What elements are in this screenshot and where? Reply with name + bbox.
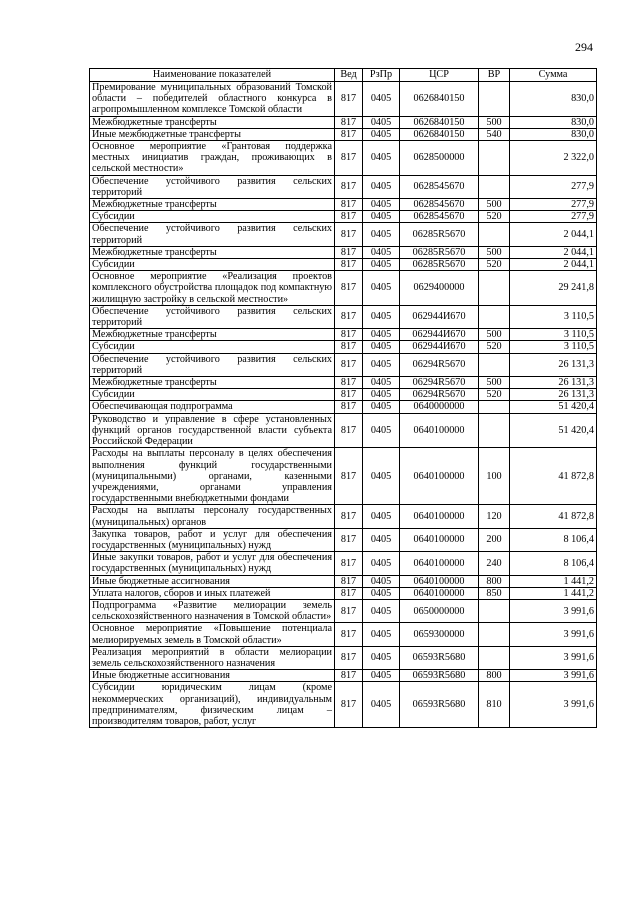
cell-ved: 817 — [335, 211, 363, 223]
cell-vr — [479, 305, 510, 328]
cell-ved: 817 — [335, 389, 363, 401]
header-ved: Вед — [335, 69, 363, 82]
cell-vr: 240 — [479, 552, 510, 575]
cell-csr: 0640100000 — [400, 587, 479, 599]
cell-csr: 062944И670 — [400, 341, 479, 353]
cell-vr — [479, 623, 510, 646]
header-csr: ЦСР — [400, 69, 479, 82]
cell-rzpr: 0405 — [363, 246, 400, 258]
table-row — [90, 587, 597, 599]
cell-ved: 817 — [335, 623, 363, 646]
cell-sum: 2 044,1 — [510, 223, 597, 246]
cell-sum: 3 991,6 — [510, 646, 597, 669]
cell-rzpr: 0405 — [363, 413, 400, 448]
cell-sum: 277,9 — [510, 175, 597, 198]
cell-csr: 0626840150 — [400, 128, 479, 140]
cell-name: Расходы на выплаты персоналу в целях обеспечения выполнения функций государственными (муниципальными) органами, казенными учреждениями, органами управления государственными внебюджетными фондами — [90, 448, 335, 505]
cell-rzpr: 0405 — [363, 175, 400, 198]
cell-ved: 817 — [335, 199, 363, 211]
cell-csr: 0628500000 — [400, 141, 479, 176]
cell-ved: 817 — [335, 682, 363, 728]
table-row — [90, 223, 597, 246]
cell-ved: 817 — [335, 271, 363, 306]
cell-rzpr: 0405 — [363, 682, 400, 728]
header-name: Наименование показателей — [90, 69, 335, 82]
cell-vr: 520 — [479, 341, 510, 353]
cell-ved: 817 — [335, 528, 363, 551]
cell-name: Основное мероприятие «Повышение потенциала мелиорируемых земель в Томской области» — [90, 623, 335, 646]
cell-name: Обеспечение устойчивого развития сельских территорий — [90, 305, 335, 328]
table-row — [90, 175, 597, 198]
table-row — [90, 141, 597, 176]
cell-rzpr: 0405 — [363, 646, 400, 669]
table-row — [90, 116, 597, 128]
table-row — [90, 670, 597, 682]
cell-vr — [479, 141, 510, 176]
cell-csr: 0640100000 — [400, 528, 479, 551]
cell-rzpr: 0405 — [363, 353, 400, 376]
cell-csr: 06593R5680 — [400, 646, 479, 669]
cell-vr: 500 — [479, 199, 510, 211]
cell-csr: 0628545670 — [400, 175, 479, 198]
cell-rzpr: 0405 — [363, 259, 400, 271]
table-row — [90, 82, 597, 117]
cell-rzpr: 0405 — [363, 528, 400, 551]
cell-name: Реализация мероприятий в области мелиорации земель сельскохозяйственного назначения — [90, 646, 335, 669]
cell-csr: 06294R5670 — [400, 389, 479, 401]
cell-ved: 817 — [335, 223, 363, 246]
cell-vr — [479, 82, 510, 117]
cell-ved: 817 — [335, 141, 363, 176]
cell-sum: 51 420,4 — [510, 401, 597, 413]
cell-rzpr: 0405 — [363, 389, 400, 401]
cell-name: Расходы на выплаты персоналу государственных (муниципальных) органов — [90, 505, 335, 528]
cell-csr: 0626840150 — [400, 82, 479, 117]
budget-table — [89, 68, 597, 728]
cell-ved: 817 — [335, 587, 363, 599]
cell-sum: 3 110,5 — [510, 305, 597, 328]
cell-rzpr: 0405 — [363, 599, 400, 622]
cell-sum: 1 441,2 — [510, 575, 597, 587]
cell-name: Обеспечение устойчивого развития сельских территорий — [90, 223, 335, 246]
cell-vr — [479, 401, 510, 413]
cell-vr — [479, 175, 510, 198]
table-row — [90, 128, 597, 140]
cell-sum: 2 044,1 — [510, 259, 597, 271]
cell-rzpr: 0405 — [363, 128, 400, 140]
cell-sum: 3 991,6 — [510, 670, 597, 682]
cell-sum: 41 872,8 — [510, 505, 597, 528]
cell-vr: 800 — [479, 575, 510, 587]
table-row — [90, 646, 597, 669]
cell-name: Подпрограмма «Развитие мелиорации земель сельскохозяйственного назначения в Томской области» — [90, 599, 335, 622]
cell-name: Субсидии юридическим лицам (кроме некоммерческих организаций), индивидуальным предпринимателям, физическим лицам – производителям товаров, работ, услуг — [90, 682, 335, 728]
cell-ved: 817 — [335, 377, 363, 389]
cell-vr: 540 — [479, 128, 510, 140]
table-row — [90, 401, 597, 413]
table-row — [90, 259, 597, 271]
cell-csr: 06285R5670 — [400, 259, 479, 271]
cell-name: Субсидии — [90, 389, 335, 401]
table-row — [90, 199, 597, 211]
table-row — [90, 341, 597, 353]
cell-name: Межбюджетные трансферты — [90, 246, 335, 258]
cell-name: Иные бюджетные ассигнования — [90, 575, 335, 587]
cell-rzpr: 0405 — [363, 587, 400, 599]
cell-rzpr: 0405 — [363, 505, 400, 528]
cell-vr: 520 — [479, 389, 510, 401]
cell-ved: 817 — [335, 116, 363, 128]
cell-rzpr: 0405 — [363, 271, 400, 306]
cell-rzpr: 0405 — [363, 448, 400, 505]
cell-sum: 830,0 — [510, 82, 597, 117]
cell-sum: 41 872,8 — [510, 448, 597, 505]
cell-vr: 500 — [479, 329, 510, 341]
cell-vr — [479, 413, 510, 448]
cell-ved: 817 — [335, 670, 363, 682]
cell-csr: 062944И670 — [400, 305, 479, 328]
cell-vr: 520 — [479, 259, 510, 271]
cell-ved: 817 — [335, 175, 363, 198]
cell-csr: 06285R5670 — [400, 223, 479, 246]
table-row — [90, 575, 597, 587]
cell-sum: 26 131,3 — [510, 353, 597, 376]
cell-vr — [479, 223, 510, 246]
cell-csr: 06285R5670 — [400, 246, 479, 258]
cell-vr: 850 — [479, 587, 510, 599]
cell-name: Обеспечение устойчивого развития сельских территорий — [90, 353, 335, 376]
cell-ved: 817 — [335, 128, 363, 140]
cell-csr: 06593R5680 — [400, 670, 479, 682]
cell-rzpr: 0405 — [363, 199, 400, 211]
cell-csr: 06294R5670 — [400, 353, 479, 376]
cell-sum: 2 322,0 — [510, 141, 597, 176]
cell-name: Межбюджетные трансферты — [90, 377, 335, 389]
cell-csr: 0640100000 — [400, 413, 479, 448]
cell-csr: 0659300000 — [400, 623, 479, 646]
cell-ved: 817 — [335, 448, 363, 505]
cell-ved: 817 — [335, 413, 363, 448]
cell-name: Субсидии — [90, 211, 335, 223]
table-row — [90, 505, 597, 528]
cell-vr: 520 — [479, 211, 510, 223]
table-row — [90, 353, 597, 376]
cell-vr: 100 — [479, 448, 510, 505]
table-row — [90, 552, 597, 575]
table-row — [90, 448, 597, 505]
cell-ved: 817 — [335, 401, 363, 413]
cell-vr: 500 — [479, 116, 510, 128]
cell-sum: 277,9 — [510, 199, 597, 211]
cell-rzpr: 0405 — [363, 401, 400, 413]
cell-sum: 3 110,5 — [510, 341, 597, 353]
cell-rzpr: 0405 — [363, 623, 400, 646]
cell-vr: 500 — [479, 246, 510, 258]
cell-ved: 817 — [335, 341, 363, 353]
cell-ved: 817 — [335, 599, 363, 622]
cell-rzpr: 0405 — [363, 116, 400, 128]
cell-vr: 800 — [479, 670, 510, 682]
cell-rzpr: 0405 — [363, 305, 400, 328]
cell-ved: 817 — [335, 329, 363, 341]
cell-name: Межбюджетные трансферты — [90, 329, 335, 341]
cell-name: Премирование муниципальных образований Томской области – победителей областного конкурса в агропромышленном комплексе Томской области — [90, 82, 335, 117]
cell-vr — [479, 646, 510, 669]
header-rzpr: РзПр — [363, 69, 400, 82]
cell-rzpr: 0405 — [363, 329, 400, 341]
cell-rzpr: 0405 — [363, 341, 400, 353]
cell-ved: 817 — [335, 246, 363, 258]
cell-csr: 0640000000 — [400, 401, 479, 413]
cell-name: Закупка товаров, работ и услуг для обеспечения государственных (муниципальных) нужд — [90, 528, 335, 551]
cell-csr: 0640100000 — [400, 448, 479, 505]
cell-vr — [479, 599, 510, 622]
table-row — [90, 389, 597, 401]
header-sum: Сумма — [510, 69, 597, 82]
cell-sum: 8 106,4 — [510, 528, 597, 551]
cell-rzpr: 0405 — [363, 670, 400, 682]
cell-csr: 0640100000 — [400, 552, 479, 575]
cell-csr: 062944И670 — [400, 329, 479, 341]
table-row — [90, 305, 597, 328]
cell-csr: 0650000000 — [400, 599, 479, 622]
table-row — [90, 377, 597, 389]
cell-vr — [479, 271, 510, 306]
table-row — [90, 211, 597, 223]
table-body — [90, 82, 597, 728]
cell-name: Обеспечение устойчивого развития сельских территорий — [90, 175, 335, 198]
cell-vr: 120 — [479, 505, 510, 528]
cell-csr: 0628545670 — [400, 211, 479, 223]
cell-vr: 810 — [479, 682, 510, 728]
cell-vr: 500 — [479, 377, 510, 389]
cell-name: Основное мероприятие «Грантовая поддержка местных инициатив граждан, проживающих в сельской местности» — [90, 141, 335, 176]
cell-name: Обеспечивающая подпрограмма — [90, 401, 335, 413]
table-row — [90, 413, 597, 448]
cell-sum: 51 420,4 — [510, 413, 597, 448]
cell-name: Межбюджетные трансферты — [90, 116, 335, 128]
cell-sum: 29 241,8 — [510, 271, 597, 306]
table-row — [90, 682, 597, 728]
cell-name: Иные бюджетные ассигнования — [90, 670, 335, 682]
cell-csr: 06593R5680 — [400, 682, 479, 728]
cell-sum: 3 110,5 — [510, 329, 597, 341]
cell-rzpr: 0405 — [363, 223, 400, 246]
cell-sum: 26 131,3 — [510, 389, 597, 401]
cell-csr: 0640100000 — [400, 575, 479, 587]
cell-csr: 0640100000 — [400, 505, 479, 528]
cell-rzpr: 0405 — [363, 141, 400, 176]
cell-sum: 3 991,6 — [510, 682, 597, 728]
table-row — [90, 271, 597, 306]
cell-name: Руководство и управление в сфере установленных функций органов государственной власти субъекта Российской Федерации — [90, 413, 335, 448]
cell-ved: 817 — [335, 552, 363, 575]
cell-ved: 817 — [335, 646, 363, 669]
cell-name: Субсидии — [90, 341, 335, 353]
cell-rzpr: 0405 — [363, 377, 400, 389]
table-row — [90, 246, 597, 258]
cell-ved: 817 — [335, 575, 363, 587]
cell-ved: 817 — [335, 259, 363, 271]
cell-name: Иные межбюджетные трансферты — [90, 128, 335, 140]
cell-rzpr: 0405 — [363, 82, 400, 117]
page-number: 294 — [575, 40, 593, 54]
cell-sum: 830,0 — [510, 128, 597, 140]
cell-sum: 2 044,1 — [510, 246, 597, 258]
cell-sum: 830,0 — [510, 116, 597, 128]
cell-name: Основное мероприятие «Реализация проектов комплексного обустройства площадок под компактную жилищную застройку в сельской местности» — [90, 271, 335, 306]
table-row — [90, 623, 597, 646]
cell-csr: 0628545670 — [400, 199, 479, 211]
cell-name: Уплата налогов, сборов и иных платежей — [90, 587, 335, 599]
cell-name: Субсидии — [90, 259, 335, 271]
table-row — [90, 599, 597, 622]
table-row — [90, 329, 597, 341]
cell-rzpr: 0405 — [363, 211, 400, 223]
cell-ved: 817 — [335, 353, 363, 376]
cell-ved: 817 — [335, 82, 363, 117]
cell-vr — [479, 353, 510, 376]
cell-sum: 3 991,6 — [510, 623, 597, 646]
cell-vr: 200 — [479, 528, 510, 551]
cell-sum: 277,9 — [510, 211, 597, 223]
cell-name: Межбюджетные трансферты — [90, 199, 335, 211]
cell-csr: 0626840150 — [400, 116, 479, 128]
cell-ved: 817 — [335, 505, 363, 528]
cell-rzpr: 0405 — [363, 575, 400, 587]
cell-sum: 26 131,3 — [510, 377, 597, 389]
cell-sum: 3 991,6 — [510, 599, 597, 622]
cell-csr: 0629400000 — [400, 271, 479, 306]
cell-csr: 06294R5670 — [400, 377, 479, 389]
cell-name: Иные закупки товаров, работ и услуг для обеспечения государственных (муниципальных) нужд — [90, 552, 335, 575]
table-header-row — [90, 69, 597, 82]
cell-rzpr: 0405 — [363, 552, 400, 575]
header-vr: ВР — [479, 69, 510, 82]
cell-ved: 817 — [335, 305, 363, 328]
cell-sum: 1 441,2 — [510, 587, 597, 599]
table-row — [90, 528, 597, 551]
cell-sum: 8 106,4 — [510, 552, 597, 575]
